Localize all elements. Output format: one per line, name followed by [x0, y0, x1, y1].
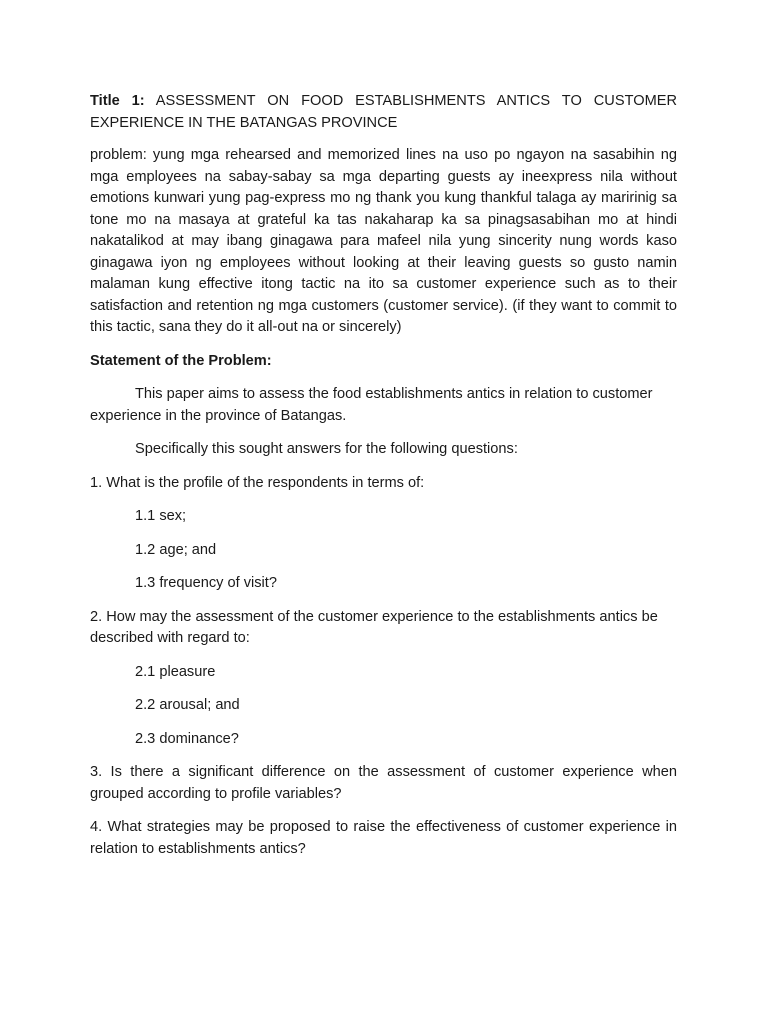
question-2: 2. How may the assessment of the customer experience to the establishments antics be described with regard to:: [90, 608, 658, 646]
question-2-item: 2.1 pleasure: [135, 663, 216, 680]
problem-paragraph: problem: yung mga rehearsed and memorized lines na uso po ngayon na sasabihin ng mga employees na sabay-sabay sa mga departing guests ay ineexpress nila without emotions kunwari yung pag-express mo ng thank you kung thankful talaga ay maririnig sa tone mo na masaya at grateful ka tas nakaharap ka sa pinagsasabihan mo at hindi nakatalikod at may ibang ginagawa para mafeel nila yung sincerity nung words kaso ginagawa iyon ng employees without looking at their leaving guests so gusto namin malaman kung effective itong tactic na ito sa customer experience such as to their satisfaction and retention ng mga customers (customer service). (if they want to commit to this tactic, sana they do it all-out na or sincerely): [90, 147, 677, 335]
document-body: [90, 91, 677, 872]
title-label: Title 1:: [90, 93, 145, 109]
question-3: 3. Is there a significant difference on the assessment of customer experience when grouped according to profile variables?: [90, 764, 677, 802]
statement-of-problem-heading: Statement of the Problem:: [90, 352, 272, 369]
title-text: ASSESSMENT ON FOOD ESTABLISHMENTS ANTICS TO CUSTOMER EXPERIENCE IN THE BATANGAS PROVINCE: [90, 93, 677, 131]
question-4: 4. What strategies may be proposed to raise the effectiveness of customer experience in relation to establishments antics?: [90, 819, 677, 857]
question-1: 1. What is the profile of the respondents in terms of:: [90, 474, 425, 491]
aim-paragraph: This paper aims to assess the food establishments antics in relation to customer experience in the province of Batangas.: [90, 386, 653, 424]
document-title: [90, 91, 677, 134]
specifically-paragraph: Specifically this sought answers for the following questions:: [135, 441, 518, 457]
question-1-item: 1.1 sex;: [135, 508, 187, 524]
question-2-item: 2.2 arousal; and: [135, 697, 240, 713]
question-1-item: 1.2 age; and: [135, 541, 217, 558]
question-2-item: 2.3 dominance?: [135, 730, 239, 747]
question-1-item: 1.3 frequency of visit?: [135, 575, 277, 591]
